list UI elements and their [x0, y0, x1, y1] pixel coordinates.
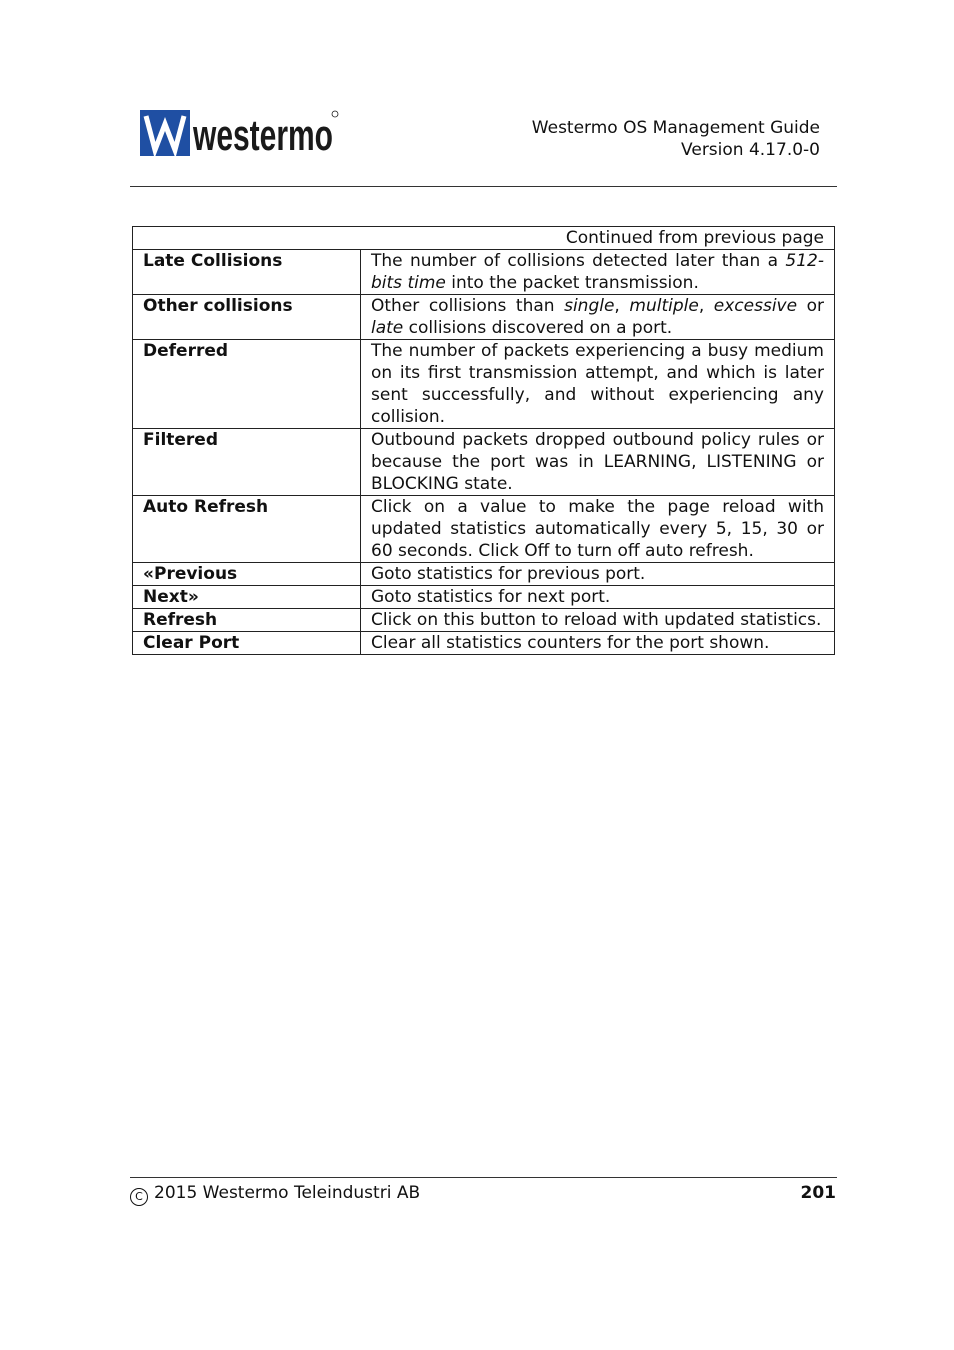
description-text: Outbound packets dropped outbound policy rules or because the port was in LEARNING, LISTENING or BLOCKING state. — [371, 430, 824, 494]
emphasis-text: multiple — [629, 296, 699, 316]
row-term: Other collisions — [133, 295, 361, 340]
table-row — [133, 586, 835, 609]
guide-title: Westermo OS Management Guide — [531, 118, 820, 138]
row-description — [361, 609, 835, 632]
description-text: , — [698, 296, 714, 316]
table-row — [133, 250, 835, 295]
emphasis-text: excessive — [713, 296, 798, 316]
row-term: Late Collisions — [133, 250, 361, 295]
table-row — [133, 563, 835, 586]
description-text: or — [797, 296, 825, 316]
table-row — [133, 609, 835, 632]
row-term: Deferred — [133, 340, 361, 429]
row-term: «Previous — [133, 563, 361, 586]
header-divider — [130, 186, 837, 187]
row-description — [361, 295, 835, 340]
description-text: Goto statistics for previous port. — [371, 564, 646, 584]
description-text: Click on this button to reload with updated statistics. — [371, 610, 822, 630]
description-text: Goto statistics for next port. — [371, 587, 611, 607]
description-text: Other collisions than — [371, 296, 565, 316]
running-header — [532, 117, 820, 161]
emphasis-text: 512-bits time — [371, 251, 824, 293]
row-term: Clear Port — [133, 632, 361, 655]
table-row — [133, 632, 835, 655]
row-description — [361, 496, 835, 563]
emphasis-text: single — [564, 296, 615, 316]
row-description — [361, 340, 835, 429]
footer-divider — [130, 1177, 837, 1178]
description-text: Click on a value to make the page reload with updated statistics automatically every 5, 15, 30 or 60 seconds. Click Off to turn off auto refresh. — [371, 497, 824, 561]
row-description — [361, 429, 835, 496]
row-description — [361, 632, 835, 655]
description-text: into the packet transmission. — [445, 273, 699, 293]
row-description — [361, 563, 835, 586]
continued-label: Continued from previous page — [133, 227, 835, 250]
description-text: The number of packets experiencing a busy medium on its first transmission attempt, and which is later sent successfully, and without experiencing any collision. — [371, 341, 824, 427]
logo-wordmark: westermo — [192, 111, 333, 160]
westermo-logo — [140, 110, 340, 158]
copyright-icon: C — [130, 1188, 148, 1206]
table-row — [133, 295, 835, 340]
description-text: collisions discovered on a port. — [403, 318, 673, 338]
table-row — [133, 340, 835, 429]
page-number: 201 — [800, 1183, 836, 1203]
row-description — [361, 250, 835, 295]
row-term: Refresh — [133, 609, 361, 632]
footer-copyright — [130, 1182, 420, 1206]
row-term: Auto Refresh — [133, 496, 361, 563]
row-term: Next» — [133, 586, 361, 609]
continued-row — [133, 227, 835, 250]
table-row — [133, 429, 835, 496]
statistics-table — [132, 226, 835, 655]
description-text: Clear all statistics counters for the port shown. — [371, 633, 770, 653]
description-text: The number of collisions detected later than a — [371, 251, 786, 271]
row-term: Filtered — [133, 429, 361, 496]
copyright-text: 2015 Westermo Teleindustri AB — [154, 1183, 421, 1203]
guide-version: Version 4.17.0-0 — [681, 140, 820, 160]
row-description — [361, 586, 835, 609]
description-text: , — [614, 296, 630, 316]
emphasis-text: late — [371, 318, 404, 338]
table-row — [133, 496, 835, 563]
